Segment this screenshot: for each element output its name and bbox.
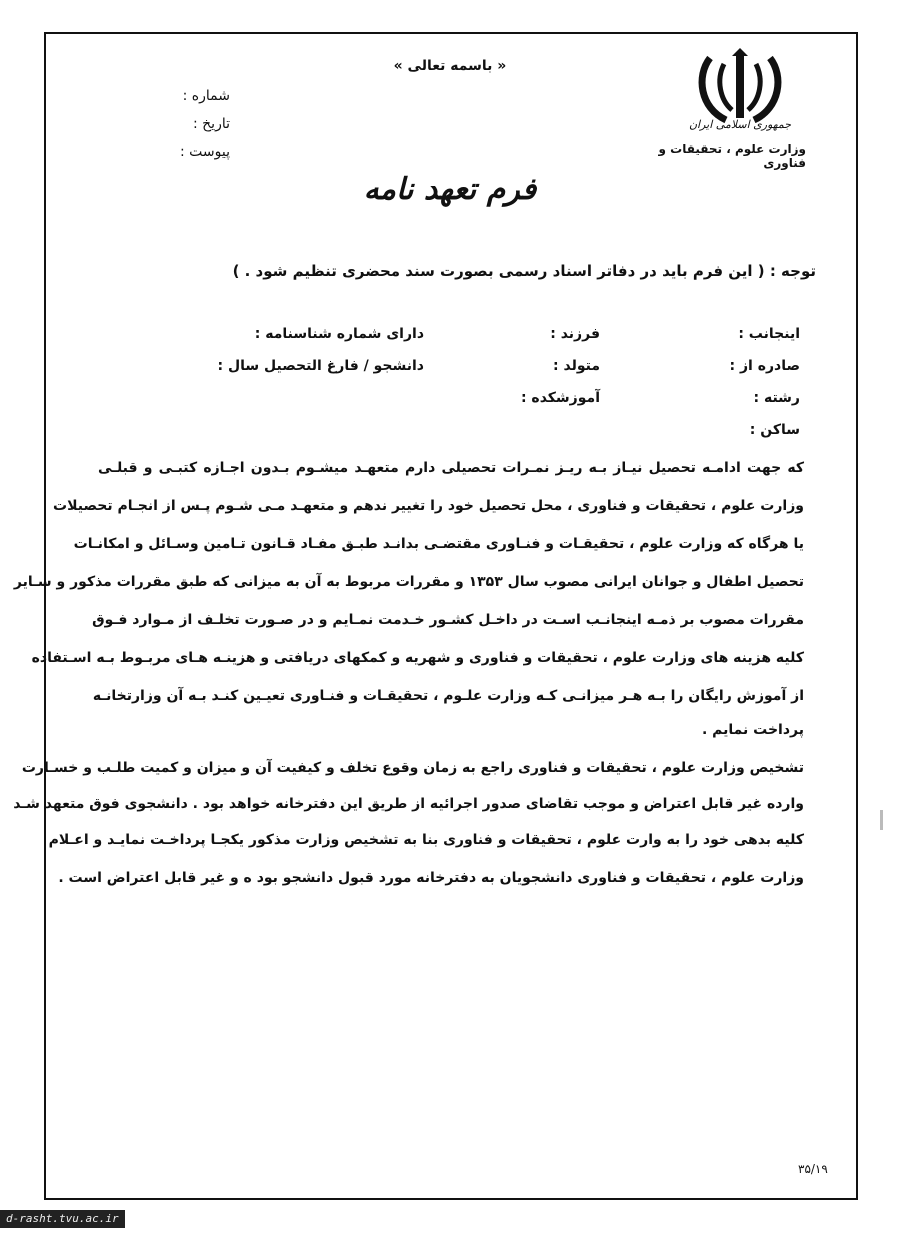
field-issued-from: صادره از : bbox=[729, 358, 800, 374]
body-line: از آموزش رایگان را بـه هـر میزانـی کـه وزارت علـوم ، تحقیقـات و فنـاوری تعیـین کنـد بـه آن وزارتخانـه bbox=[92, 688, 804, 704]
ministry-label: وزارت علوم ، تحقیقات و فناوری bbox=[658, 142, 806, 170]
field-major: رشته : bbox=[753, 390, 800, 406]
body-line: تحصیل اطفال و جوانان ایرانی مصوب سال ۱۳۵۳ و مقررات مربوط به آن به میزانی که طبق مقررات مذکور و سـایر bbox=[13, 574, 804, 590]
body-line: مقررات مصوب بر ذمـه اینجانـب اسـت در داخـل کشـور خـدمت نمـایم و در صـورت تخلـف از مـوارد فـوق bbox=[92, 612, 804, 628]
field-school: آموزشکده : bbox=[520, 390, 600, 406]
republic-label: جمهوری اسلامی ایران bbox=[688, 118, 792, 131]
body-line: که جهت ادامـه تحصیل نیـاز بـه ریـز نمـرات تحصیلی دارم متعهـد میشـوم بـدون اجـازه کتبـی و قبلـی bbox=[98, 460, 804, 476]
basmala-heading: « باسمه تعالی » bbox=[393, 58, 507, 74]
field-resident: ساکن : bbox=[749, 422, 800, 438]
field-born: متولد : bbox=[553, 358, 600, 374]
iran-emblem-icon bbox=[692, 48, 788, 128]
attachment-label: پیوست : bbox=[180, 144, 230, 160]
field-child-of: فرزند : bbox=[550, 326, 600, 342]
form-title: فرم تعهد نامه bbox=[363, 172, 537, 207]
body-line: وارده غیر قابل اعتراض و موجب تقاضای صدور اجرائیه از طریق این دفترخانه خواهد بود . دانشجوی فوق متعهد شـد bbox=[13, 796, 804, 812]
body-line: پرداخت نمایم . bbox=[701, 722, 804, 738]
page-number: ۳۵/۱۹ bbox=[798, 1162, 828, 1176]
scan-mark bbox=[880, 810, 883, 830]
body-line: کلیه بدهی خود را به وارت علوم ، تحقیقات و فناوری بنا به تشخیص وزارت مذکور یکجـا پرداخـت نمایـد و اعـلام bbox=[48, 832, 804, 848]
field-undersigned: اینجانب : bbox=[738, 326, 800, 342]
number-label: شماره : bbox=[182, 88, 230, 104]
body-line: وزارت علوم ، تحقیقات و فناوری ، محل تحصیل خود را تغییر ندهم و متعهـد مـی شـوم پـس از انجـام تحصیلات bbox=[53, 498, 804, 514]
body-line: کلیه هزینه های وزارت علوم ، تحقیقات و فناوری و شهریه و کمکهای دریافتی و هزینـه هـای مربـوط بـه اسـتفاده bbox=[31, 650, 804, 666]
field-student-grad: دانشجو / فارغ التحصیل سال : bbox=[217, 358, 424, 374]
source-url-link[interactable]: d-rasht.tvu.ac.ir bbox=[0, 1210, 125, 1228]
body-line: یا هرگاه که وزارت علوم ، تحقیقـات و فنـاوری مقتضـی بدانـد طبـق مفـاد قـانون تـامین وسـائل و امکانـات bbox=[73, 536, 804, 552]
date-label: تاریخ : bbox=[192, 116, 230, 132]
notary-note: توجه : ( این فرم باید در دفاتر اسناد رسمی بصورت سند محضری تنظیم شود . ) bbox=[232, 262, 816, 280]
field-id-number: دارای شماره شناسنامه : bbox=[254, 326, 424, 342]
body-line: وزارت علوم ، تحقیقات و فناوری دانشجویان به دفترخانه مورد قبول دانشجو بود ه و غیر قابل اعتراض است . bbox=[58, 870, 804, 886]
body-line: تشخیص وزارت علوم ، تحقیقات و فناوری راجع به زمان وقوع تخلف و کیفیت آن و میزان و کمیت طلـب و خسـارت bbox=[21, 760, 804, 776]
